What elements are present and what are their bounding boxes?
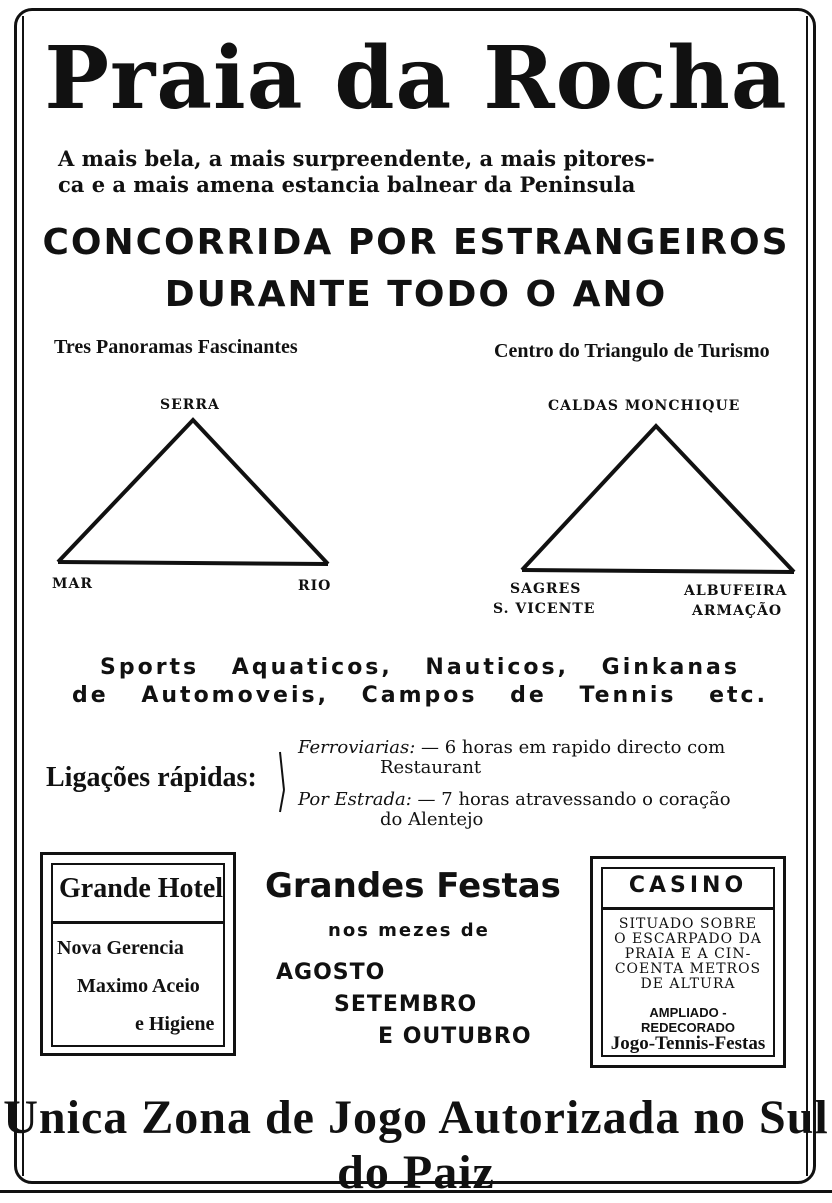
casino-desc-4: COENTA METROS [614, 961, 762, 977]
hotel-name: Grande Hotel [59, 873, 224, 904]
festas-month-3: E OUTUBRO [378, 1024, 532, 1049]
road-label: Por Estrada: — [298, 789, 436, 810]
casino-desc-3: PRAIA E A CIN- [624, 946, 752, 962]
turismo-left-label-1: SAGRES [510, 581, 582, 597]
festas-month-1: AGOSTO [276, 960, 386, 985]
turismo-top-label: CALDAS MONCHIQUE [548, 398, 741, 414]
casino-name: CASINO [628, 873, 748, 898]
rail-text: 6 horas em rapido directo com [444, 737, 726, 758]
festas-title: Grandes Festas [265, 866, 561, 906]
hotel-line-2: Maximo Aceio [77, 975, 200, 997]
casino-description [601, 917, 775, 992]
casino-desc-5: DE ALTURA [640, 976, 736, 992]
rail-line [298, 738, 725, 758]
panorama-triangle [58, 420, 328, 564]
festas-sub: nos mezes de [328, 920, 490, 941]
panorama-left-label: MAR [52, 576, 93, 592]
turismo-left-label-2: S. VICENTE [493, 601, 596, 617]
page-title: Praia da Rocha [44, 28, 788, 129]
rail-text-2: Restaurant [380, 757, 482, 778]
turismo-right-label-1: ALBUFEIRA [684, 583, 788, 599]
ligacoes-label: Ligações rápidas: [46, 762, 257, 793]
turismo-triangle-base [522, 570, 794, 572]
hotel-line-1: Nova Gerencia [57, 937, 184, 959]
rail-label: Ferroviarias: — [298, 737, 439, 758]
intro-line-2: ca e a mais amena estancia balnear da Peninsula [58, 172, 636, 197]
casino-box [590, 856, 786, 1068]
casino-note: AMPLIADO - REDECORADO [641, 1005, 735, 1035]
casino-desc-1: SITUADO SOBRE [618, 916, 758, 932]
bottom-slogan: Unica Zona de Jogo Autorizada no Sul do Paiz [3, 1091, 829, 1199]
casino-desc-2: O ESCARPADO DA [614, 931, 762, 947]
sports-line-1: Sports Aquaticos, Nauticos, Ginkanas [99, 655, 741, 680]
panorama-triangle-base [58, 562, 328, 564]
headline-line-1: CONCORRIDA POR ESTRANGEIROS [42, 222, 790, 263]
intro-line-1: A mais bela, a mais surpreendente, a mais pitores- [58, 146, 655, 171]
panorama-right-label: RIO [298, 578, 332, 594]
panoramas-heading: Tres Panoramas Fascinantes [54, 336, 298, 358]
panorama-top-label: SERRA [160, 397, 220, 413]
casino-footer: Jogo-Tennis-Festas [610, 1033, 766, 1054]
turismo-heading: Centro do Triangulo de Turismo [494, 340, 770, 362]
road-line [298, 790, 731, 810]
headline-line-2: DURANTE TODO O ANO [164, 274, 668, 315]
brace-bottom [280, 790, 284, 812]
turismo-triangle [522, 426, 794, 572]
hotel-line-3: e Higiene [135, 1013, 215, 1035]
hotel-divider [51, 921, 225, 924]
brace-top [280, 752, 284, 790]
hotel-box [40, 852, 236, 1056]
casino-divider [601, 907, 775, 910]
sports-line-2: de Automoveis, Campos de Tennis etc. [72, 683, 768, 708]
turismo-right-label-2: ARMAÇÃO [692, 603, 783, 619]
road-text-2: do Alentejo [380, 809, 484, 830]
festas-month-2: SETEMBRO [334, 992, 478, 1017]
road-text: 7 horas atravessando o coração [441, 789, 731, 810]
